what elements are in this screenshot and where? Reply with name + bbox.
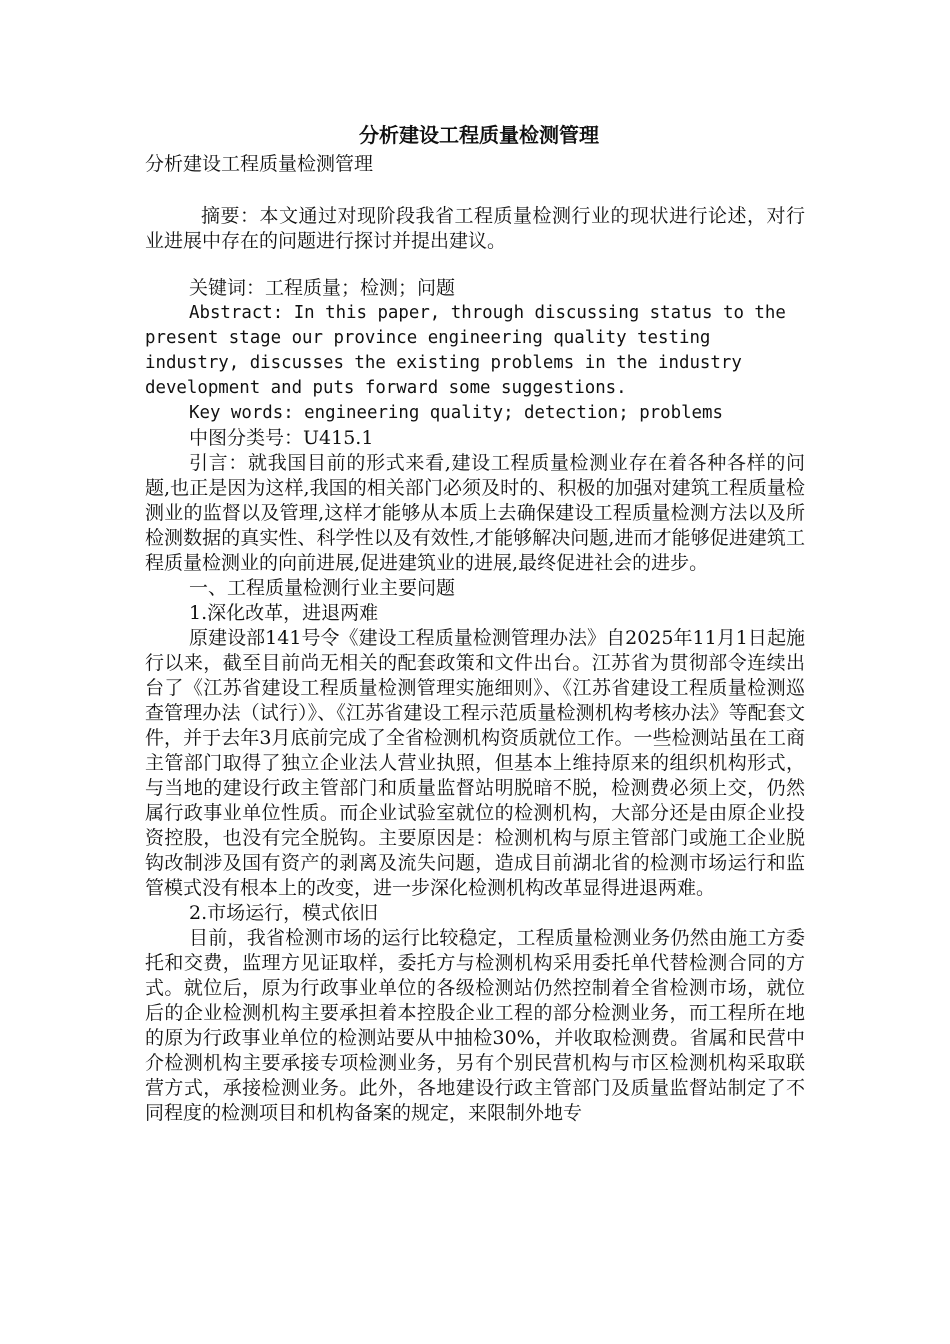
keywords-english: Key words: engineering quality; detection; problems (189, 403, 723, 423)
subsection-heading-2: 2.市场运行，模式依旧 (189, 902, 379, 924)
classification-number: 中图分类号：U415.1 (189, 427, 374, 449)
subsection-heading-1: 1.深化改革，进退两难 (189, 602, 379, 624)
abstract-english: Abstract: In this paper, through discussing status to the present stage our province engineering quality testing industry, discusses the existing problems in the industry development and puts forward some suggestions. (145, 303, 786, 398)
introduction-paragraph: 引言：就我国目前的形式来看,建设工程质量检测业存在着各种各样的问题,也正是因为这样,我国的相关部门必须及时的、积极的加强对建筑工程质量检测业的监督以及管理,这样才能够从本质上去确保建设工程质量检测方法以及所检测数据的真实性、科学性以及有效性,才能够解决问题,进而才能够促进建筑工程质量检测业的向前进展,促进建筑业的进展,最终促进社会的进步。 (145, 452, 805, 574)
document-subtitle: 分析建设工程质量检测管理 (145, 153, 374, 175)
document-title: 分析建设工程质量检测管理 (359, 123, 599, 147)
subsection-body-2: 目前，我省检测市场的运行比较稳定，工程质量检测业务仍然由施工方委托和交费，监理方见证取样，委托方与检测机构采用委托单代替检测合同的方式。就位后，原为行政事业单位的各级检测站仍然控制着全省检测市场，就位后的企业检测机构主要承担着本控股企业工程的部分检测业务，而工程所在地的原为行政事业单位的检测站要从中抽检30%，并收取检测费。省属和民营中介检测机构主要承接专项检测业务，另有个别民营机构与市区检测机构采取联营方式，承接检测业务。此外，各地建设行政主管部门及质量监督站制定了不同程度的检测项目和机构备案的规定，来限制外地专 (145, 927, 805, 1124)
section-heading-1: 一、工程质量检测行业主要问题 (189, 577, 456, 599)
spacer (145, 178, 805, 204)
keywords-chinese: 关键词：工程质量；检测；问题 (189, 277, 456, 299)
subsection-body-1: 原建设部141号令《建设工程质量检测管理办法》自2025年11月1日起施行以来，截至目前尚无相关的配套政策和文件出台。江苏省为贯彻部令连续出台了《江苏省建设工程质量检测管理实施细则》、《江苏省建设工程质量检测巡查管理办法（试行）》、《江苏省建设工程示范质量检测机构考核办法》等配套文件，并于去年3月底前完成了全省检测机构资质就位工作。一些检测站虽在工商主管部门取得了独立企业法人营业执照，但基本上维持原来的组织机构形式，与当地的建设行政主管部门和质量监督站明脱暗不脱，检测费必须上交，仍然属行政事业单位性质。而企业试验室就位的检测机构，大部分还是由原企业投资控股，也没有完全脱钩。主要原因是：检测机构与原主管部门或施工企业脱钩改制涉及国有资产的剥离及流失问题，造成目前湖北省的检测市场运行和监管模式没有根本上的改变，进一步深化检测机构改革显得进退两难。 (145, 627, 805, 899)
document-page (145, 120, 805, 1126)
spacer (145, 254, 805, 276)
abstract-chinese: 摘要：本文通过对现阶段我省工程质量检测行业的现状进行论述，对行业进展中存在的问题进行探讨并提出建议。 (145, 205, 805, 252)
